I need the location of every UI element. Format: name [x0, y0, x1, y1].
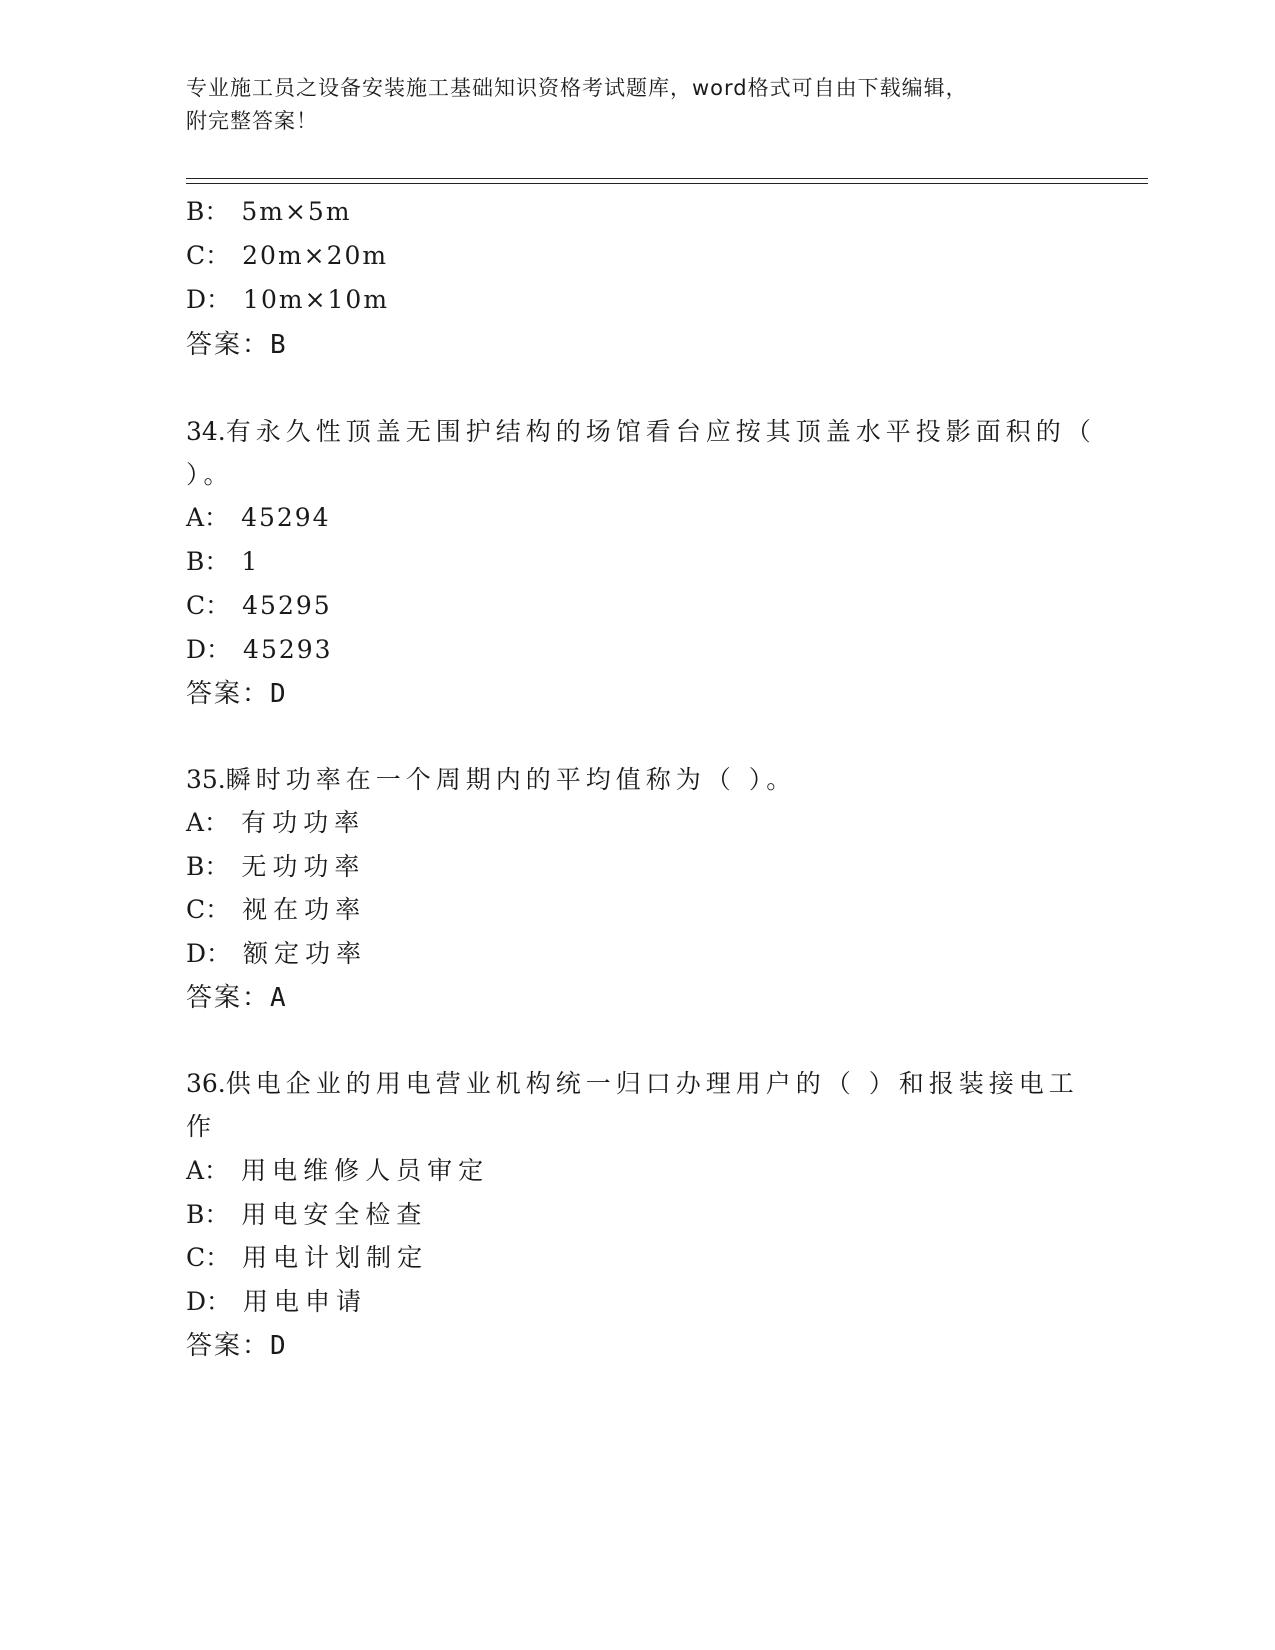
option-label: B：	[186, 852, 230, 881]
prev-option-b	[186, 192, 352, 228]
question-35-option-a	[186, 803, 365, 839]
answer-label: 答案：	[186, 679, 271, 709]
question-34-option-d	[186, 630, 333, 666]
option-label: A：	[186, 808, 230, 837]
option-label: D：	[186, 1287, 232, 1316]
option-value: 用电维修人员审定	[241, 1156, 490, 1185]
option-label: B：	[186, 197, 230, 226]
header-divider-bottom	[186, 183, 1148, 184]
question-number: 36.	[186, 1069, 226, 1098]
document-header	[186, 72, 1066, 138]
prev-option-c	[186, 236, 388, 272]
question-number: 34.	[186, 417, 226, 446]
option-value: 45295	[242, 591, 332, 620]
question-number: 35.	[186, 765, 226, 794]
option-label: C：	[186, 1243, 231, 1272]
option-label: C：	[186, 895, 231, 924]
question-35-answer	[186, 977, 288, 1014]
option-value: 5m×5m	[241, 197, 352, 226]
option-value: 有功功率	[241, 808, 366, 837]
option-value: 45294	[241, 503, 331, 532]
answer-key: A	[270, 983, 288, 1013]
question-text: 供电企业的用电营业机构统一归口办理用户的（ ）和报装接电工	[225, 1069, 1079, 1098]
option-label: A：	[186, 1156, 230, 1185]
question-35-option-b	[186, 847, 365, 883]
question-34-answer	[186, 673, 288, 710]
answer-label: 答案：	[186, 983, 271, 1013]
question-36-text-line-2: 作	[186, 1112, 217, 1141]
option-value: 10m×10m	[243, 285, 390, 314]
question-36-option-c	[186, 1238, 428, 1274]
header-line-2: 附完整答案！	[186, 109, 318, 133]
answer-label: 答案：	[186, 1331, 271, 1361]
question-34-option-c	[186, 586, 332, 622]
option-value: 20m×20m	[242, 241, 389, 270]
option-label: D：	[186, 635, 232, 664]
option-value: 无功功率	[241, 852, 366, 881]
answer-key: B	[270, 330, 288, 360]
option-value: 1	[241, 547, 260, 576]
question-36-text-line-1	[186, 1064, 1079, 1100]
question-36-option-a	[186, 1151, 489, 1187]
question-34-option-a	[186, 498, 331, 534]
option-value: 额定功率	[243, 939, 368, 968]
question-36-answer	[186, 1325, 288, 1362]
option-value: 用电安全检查	[241, 1200, 428, 1229]
header-divider-top	[186, 178, 1148, 179]
answer-label: 答案：	[186, 330, 271, 360]
option-label: B：	[186, 547, 230, 576]
option-value: 视在功率	[242, 895, 367, 924]
question-35-text-line-1	[186, 760, 796, 796]
question-35-option-c	[186, 890, 366, 926]
question-36-option-b	[186, 1195, 427, 1231]
question-35-option-d	[186, 934, 367, 970]
option-label: D：	[186, 939, 232, 968]
prev-answer	[186, 324, 288, 361]
question-text: 瞬时功率在一个周期内的平均值称为（ ）。	[225, 765, 797, 794]
option-label: C：	[186, 241, 231, 270]
prev-option-d	[186, 280, 389, 316]
question-36-option-d	[186, 1282, 367, 1318]
option-label: C：	[186, 591, 231, 620]
option-value: 45293	[243, 635, 333, 664]
option-label: B：	[186, 1200, 230, 1229]
question-text: 有永久性顶盖无围护结构的场馆看台应按其顶盖水平投影面积的（	[225, 417, 1096, 446]
header-line-1: 专业施工员之设备安装施工基础知识资格考试题库，word格式可自由下载编辑，	[186, 76, 968, 100]
question-34-option-b	[186, 542, 259, 578]
answer-key: D	[270, 679, 288, 709]
option-value: 用电计划制定	[242, 1243, 429, 1272]
question-34-text-line-1	[186, 412, 1096, 448]
question-34-text-line-2: ）。	[186, 460, 234, 489]
option-label: A：	[186, 503, 230, 532]
option-value: 用电申请	[243, 1287, 368, 1316]
option-label: D：	[186, 285, 232, 314]
answer-key: D	[270, 1331, 288, 1361]
